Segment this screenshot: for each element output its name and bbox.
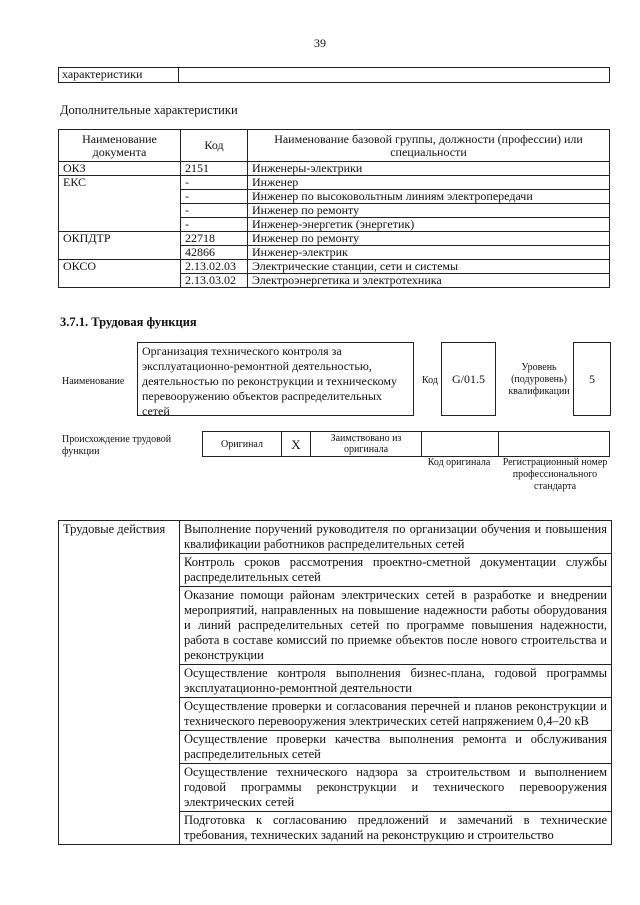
additional-characteristics-title: Дополнительные характеристики [60,103,238,117]
code-cell: 22718 [181,232,248,246]
code-cell: - [181,218,248,232]
doc-cell: ОКСО [59,260,181,288]
characteristics-value [179,68,610,83]
labor-actions-table [58,520,612,845]
code-cell: 2151 [181,162,248,176]
qualification-level-label: Уровень (подуровень) квалификации [508,362,570,397]
doc-cell: ОКЗ [59,162,181,176]
code-cell: 42866 [181,246,248,260]
additional-characteristics-table [58,129,610,288]
code-label: Код [422,375,438,386]
labor-function-title: 3.7.1. Трудовая функция [60,315,197,329]
characteristics-label: характеристики [59,68,179,83]
reg-number-cell [499,432,610,457]
origin-label: Происхождение трудовой функции [62,434,172,457]
table-header-row [59,130,610,162]
header-document: Наименование документа [59,130,181,162]
table-row [59,162,610,176]
action-item: Осуществление проверки и согласования перечней и планов реконструкции и технического перевооружения электрических сетей напряжением 0,4–20 кВ [180,698,612,731]
table-row [59,260,610,274]
name-cell: Инженер по высоковольтным линиям электропередачи [248,190,610,204]
code-cell: - [181,190,248,204]
labor-actions-label: Трудовые действия [59,521,180,845]
characteristics-row-table [58,67,610,83]
original-label: Оригинал [203,432,282,457]
name-cell: Инженер по ремонту [248,232,610,246]
action-item: Контроль сроков рассмотрения проектно-сметной документации службы распределительных сетей [180,554,612,587]
action-item: Оказание помощи районам электрических сетей в разработке и внедрении мероприятий, направленных на повышение надежности работы оборудования и линий распределительных сетей по программе повышения надежности, работа в составе комиссий по приемке объектов после нового строительства и реконструкции [180,587,612,665]
name-cell: Инженер [248,176,610,190]
origin-table [202,431,610,457]
action-item: Осуществление проверки качества выполнения ремонта и обслуживания распределительных сетей [180,731,612,764]
function-code-value: G/01.5 [441,342,496,416]
qualification-level-value: 5 [573,342,611,416]
doc-cell: ОКПДТР [59,232,181,260]
code-cell: - [181,176,248,190]
reg-number-label: Регистрационный номер профессионального стандарта [502,457,608,492]
name-cell: Инженер-электрик [248,246,610,260]
code-original-cell [422,432,499,457]
name-cell: Электрические станции, сети и системы [248,260,610,274]
code-cell: - [181,204,248,218]
table-row [59,176,610,190]
doc-cell: ЕКС [59,176,181,232]
function-name-value: Организация технического контроля за эксплуатационно-ремонтной деятельностью, деятельностью по реконструкции и техническому перевооружению объектов распределительных сетей [137,342,414,416]
name-label: Наименование [62,376,125,387]
table-row [59,232,610,246]
action-item: Выполнение поручений руководителя по организации обучения и повышения квалификации работников распределительных сетей [180,521,612,554]
code-cell: 2.13.03.02 [181,274,248,288]
action-item: Осуществление технического надзора за строительством и выполнением годовой программы реконструкции и технического перевооружения электрических сетей [180,764,612,812]
original-mark: X [282,432,311,457]
borrowed-label: Заимствовано из оригинала [311,432,422,457]
code-cell: 2.13.02.03 [181,260,248,274]
code-original-label: Код оригинала [427,457,491,468]
name-cell: Электроэнергетика и электротехника [248,274,610,288]
name-cell: Инженеры-электрики [248,162,610,176]
header-group-name: Наименование базовой группы, должности (профессии) или специальности [248,130,610,162]
action-item: Осуществление контроля выполнения бизнес-плана, годовой программы эксплуатационно-ремонтной деятельности [180,665,612,698]
name-cell: Инженер-энергетик (энергетик) [248,218,610,232]
table-row [59,521,612,554]
action-item: Подготовка к согласованию предложений и замечаний в технические требования, технических заданий на реконструкцию и строительство [180,812,612,845]
name-cell: Инженер по ремонту [248,204,610,218]
header-code: Код [181,130,248,162]
page-number: 39 [314,36,326,50]
